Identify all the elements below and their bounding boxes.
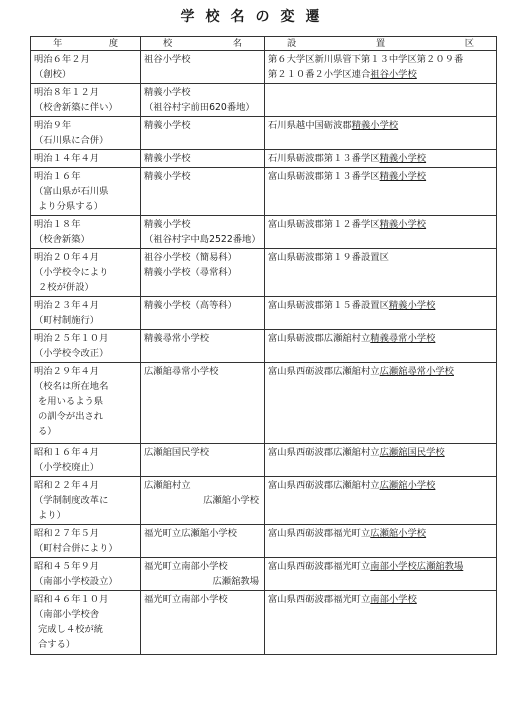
school-line: 祖谷小学校（簡易科） <box>144 252 237 263</box>
district-line <box>268 250 493 265</box>
year-cell <box>31 216 141 249</box>
district-text: 富山県砺波郡第１３番学区 <box>268 171 380 182</box>
school-line: 精義小学校（高等科） <box>144 300 237 311</box>
table-row <box>31 525 497 558</box>
year-line: 明治９年 <box>34 120 72 131</box>
district-cell <box>265 558 497 591</box>
school-name-underlined: 広瀬舘小学校 <box>370 528 427 539</box>
year-cell <box>31 117 141 150</box>
year-line: 明治２０年４月 <box>34 252 100 263</box>
district-text: 富山県西砺波郡広瀬舘村立 <box>268 447 380 458</box>
district-line <box>268 118 493 133</box>
header-district <box>265 37 497 51</box>
year-line: 明治２９年４月 <box>34 366 100 377</box>
year-line: 昭和４６年１０月 <box>34 594 109 605</box>
table-row <box>31 477 497 525</box>
table-row <box>31 51 497 84</box>
district-line <box>268 445 493 460</box>
year-line: （学制制度改革に <box>34 495 109 506</box>
district-cell <box>265 330 497 363</box>
table-row <box>31 150 497 168</box>
table-header-row <box>31 37 497 51</box>
school-name-underlined: 精義小学校 <box>379 153 427 164</box>
school-cell <box>141 51 265 84</box>
year-line: 明治１４年４月 <box>34 153 100 164</box>
school-name-underlined: 精義小学校 <box>379 219 427 230</box>
school-line: 福光町立南部小学校 <box>144 561 228 572</box>
district-cell <box>265 150 497 168</box>
year-cell <box>31 297 141 330</box>
school-name-underlined: 精義尋常小学校 <box>370 333 436 344</box>
year-cell <box>31 168 141 216</box>
year-line: （富山県が石川県 <box>34 186 109 197</box>
school-name-underlined: 広瀬舘小学校 <box>379 480 436 491</box>
school-line: 精義小学校 <box>144 87 191 98</box>
school-name-underlined: 精義小学校 <box>388 300 436 311</box>
district-line <box>268 526 493 541</box>
school-line: 広瀬舘村立 <box>144 480 191 491</box>
school-line: 精義小学校（尋常科） <box>144 267 237 278</box>
header-label: 年 度 <box>53 38 118 49</box>
school-name-underlined: 南部小学校広瀬舘教場 <box>370 561 464 572</box>
year-line: （小学校廃止） <box>34 462 100 473</box>
district-cell <box>265 444 497 477</box>
school-cell <box>141 117 265 150</box>
year-cell <box>31 363 141 444</box>
year-cell <box>31 51 141 84</box>
year-cell <box>31 558 141 591</box>
school-cell <box>141 168 265 216</box>
year-cell <box>31 477 141 525</box>
district-cell <box>265 591 497 655</box>
district-line <box>268 331 493 346</box>
year-cell <box>31 249 141 297</box>
school-line: 祖谷小学校 <box>144 54 191 65</box>
year-line: 昭和１６年４月 <box>34 447 100 458</box>
school-cell <box>141 150 265 168</box>
school-line: 精義小学校 <box>144 171 191 182</box>
header-year <box>31 37 141 51</box>
district-cell <box>265 84 497 117</box>
year-line: を用いるよう県 <box>38 396 104 407</box>
school-cell <box>141 525 265 558</box>
district-cell <box>265 363 497 444</box>
district-text: 第２１０番２小学区連合 <box>268 69 371 80</box>
year-line: （小学校令改正） <box>34 348 109 359</box>
year-line: 昭和２２年４月 <box>34 480 100 491</box>
year-line: （小学校令により <box>34 267 109 278</box>
year-cell <box>31 525 141 558</box>
school-line: 広瀬舘教場 <box>212 576 259 587</box>
district-line <box>268 217 493 232</box>
district-cell <box>265 525 497 558</box>
district-text: 石川県越中国砺波郡 <box>268 120 352 131</box>
school-history-table <box>30 36 497 655</box>
district-line <box>268 559 493 574</box>
year-line: 明治８年１２月 <box>34 87 100 98</box>
district-text: 富山県砺波郡第１５番設置区 <box>268 300 389 311</box>
district-text: 富山県砺波郡第１９番設置区 <box>268 252 389 263</box>
district-cell <box>265 477 497 525</box>
year-line: 明治２５年１０月 <box>34 333 109 344</box>
district-cell <box>265 297 497 330</box>
district-text: 石川県砺波郡第１３番学区 <box>268 153 380 164</box>
year-line: 明治１６年 <box>34 171 81 182</box>
school-cell <box>141 84 265 117</box>
year-line: 昭和２７年５月 <box>34 528 100 539</box>
year-line: （町村合併により） <box>34 543 118 554</box>
school-cell <box>141 216 265 249</box>
year-line: 昭和４５年９月 <box>34 561 100 572</box>
school-line: 広瀬舘小学校 <box>203 495 259 506</box>
district-text: 富山県砺波郡第１２番学区 <box>268 219 380 230</box>
year-line: 合する） <box>38 639 76 650</box>
school-line: 広瀬舘国民学校 <box>144 447 210 458</box>
table-row <box>31 84 497 117</box>
year-line: より分県する） <box>38 201 104 212</box>
page-title: 学校名の変遷 <box>180 9 331 25</box>
district-line <box>268 298 493 313</box>
school-name-underlined: 精義小学校 <box>351 120 399 131</box>
school-line: 精義尋常小学校 <box>144 333 210 344</box>
school-name-underlined: 広瀬舘尋常小学校 <box>379 366 454 377</box>
district-line <box>268 169 493 184</box>
year-line: （石川県に合併） <box>34 135 109 146</box>
district-text: 富山県西砺波郡広瀬舘村立 <box>268 366 380 377</box>
header-label: 校 名 <box>163 38 242 49</box>
school-line: （祖谷村字中島2522番地） <box>144 234 261 245</box>
district-text: 富山県西砺波郡福光町立 <box>268 561 371 572</box>
district-line <box>268 478 493 493</box>
year-line: ２校が併設） <box>38 282 94 293</box>
district-line <box>268 364 493 379</box>
year-line: （校舎新築に伴い） <box>34 102 118 113</box>
district-cell <box>265 216 497 249</box>
school-line: 福光町立広瀬舘小学校 <box>144 528 237 539</box>
year-line: る） <box>38 426 57 437</box>
year-cell <box>31 591 141 655</box>
year-line: （創校） <box>34 69 72 80</box>
school-line: 精義小学校 <box>144 153 191 164</box>
year-cell <box>31 84 141 117</box>
school-line: 精義小学校 <box>144 120 191 131</box>
school-cell <box>141 363 265 444</box>
table-row <box>31 216 497 249</box>
school-line: 精義小学校 <box>144 219 191 230</box>
district-text: 富山県西砺波郡福光町立 <box>268 594 371 605</box>
year-line: 完成し４校が統 <box>38 624 104 635</box>
district-cell <box>265 51 497 84</box>
school-cell <box>141 249 265 297</box>
school-line: 福光町立南部小学校 <box>144 594 228 605</box>
school-name-underlined: 精義小学校 <box>379 171 427 182</box>
district-text: 富山県西砺波郡福光町立 <box>268 528 371 539</box>
table-row <box>31 444 497 477</box>
year-line: 明治２３年４月 <box>34 300 100 311</box>
table-row <box>31 168 497 216</box>
year-line: （南部小学校設立） <box>34 576 118 587</box>
year-line: （校名は所在地名 <box>34 381 109 392</box>
table-row <box>31 117 497 150</box>
year-line: （南部小学校舎 <box>34 609 100 620</box>
school-cell <box>141 558 265 591</box>
year-line: 明治１８年 <box>34 219 81 230</box>
school-line: 広瀬舘尋常小学校 <box>144 366 219 377</box>
table-row <box>31 363 497 444</box>
year-cell <box>31 150 141 168</box>
table-row <box>31 558 497 591</box>
district-text: 富山県砺波郡広瀬舘村立 <box>268 333 371 344</box>
school-cell <box>141 297 265 330</box>
year-line: の訓令が出され <box>38 411 104 422</box>
district-text: 富山県西砺波郡広瀬舘村立 <box>268 480 380 491</box>
header-label: 設 置 区 <box>287 38 474 49</box>
year-line: （町村制施行） <box>34 315 100 326</box>
school-name-underlined: 祖谷小学校 <box>370 69 417 80</box>
table-row <box>31 249 497 297</box>
district-line <box>268 52 493 67</box>
year-cell <box>31 444 141 477</box>
year-line: 明治６年２月 <box>34 54 90 65</box>
district-text: 第６大学区新川県管下第１３中学区第２０９番 <box>268 54 464 65</box>
header-school <box>141 37 265 51</box>
school-name-underlined: 南部小学校 <box>370 594 417 605</box>
school-name-underlined: 広瀬舘国民学校 <box>379 447 445 458</box>
school-cell <box>141 330 265 363</box>
year-cell <box>31 330 141 363</box>
year-line: より） <box>38 510 66 521</box>
school-line: （祖谷村字前田620番地） <box>144 102 255 113</box>
district-line <box>268 592 493 607</box>
district-cell <box>265 249 497 297</box>
district-line <box>268 67 493 82</box>
school-cell <box>141 477 265 525</box>
school-cell <box>141 591 265 655</box>
district-line <box>268 151 493 166</box>
table-row <box>31 297 497 330</box>
district-cell <box>265 168 497 216</box>
school-cell <box>141 444 265 477</box>
year-line: （校舎新築） <box>34 234 90 245</box>
table-row <box>31 330 497 363</box>
table-row <box>31 591 497 655</box>
district-cell <box>265 117 497 150</box>
